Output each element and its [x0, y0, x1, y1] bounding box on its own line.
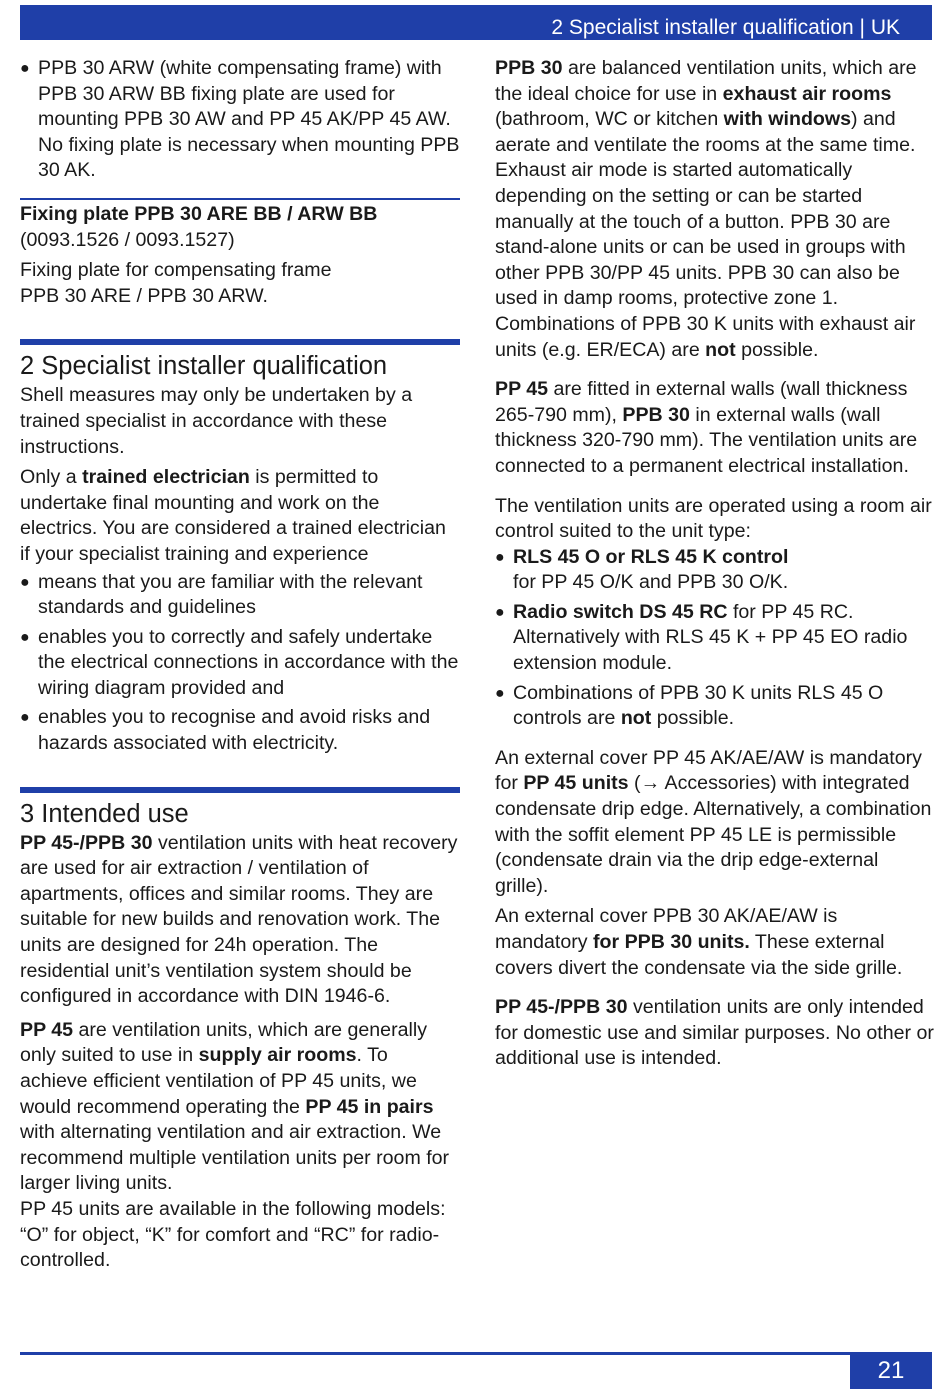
- footer-rule: [20, 1352, 850, 1355]
- right-column: [495, 56, 935, 1072]
- fixing-plate-desc-1: Fixing plate for compensating frame: [20, 259, 332, 282]
- page-number: 21: [850, 1352, 932, 1389]
- arrow-right-icon: →: [640, 772, 661, 795]
- intended-use-paragraph-1: PP 45-/PPB 30 ventilation units with heat recovery are used for air extraction / ventilation of apartments, offices and similar rooms. They are suitable for new builds and renovation work. The units are designed for 24h operation. The residential unit’s ventilation system should be configured in accordance with DIN 1946-6.: [20, 831, 458, 1008]
- control-intro: The ventilation units are operated using a room air control suited to the unit type:: [495, 494, 932, 543]
- external-cover-pp45: An external cover PP 45 AK/AE/AW is mandatory for PP 45 units (→ Accessories) with integrated condensate drip edge. Alternatively, a combination with the soffit element PP 45 LE is permissible (condensate drain via the drip edge-external grille).: [495, 746, 932, 897]
- external-cover-ppb30: An external cover PPB 30 AK/AE/AW is mandatory for PPB 30 units. These external covers divert the condensate via the side grille.: [495, 905, 903, 979]
- fixing-plate-desc-2: PPB 30 ARE / PPB 30 ARW.: [20, 284, 268, 307]
- control-bullet: ● Combinations of PPB 30 K units RLS 45 O controls are not possible.: [495, 681, 935, 732]
- intro-bullet: ● PPB 30 ARW (white compensating frame) with PPB 30 ARW BB fixing plate are used for mounting PPB 30 AW and PP 45 AK/PP 45 AW. No fixing plate is necessary when mounting PPB 30 AK.: [20, 56, 460, 184]
- ppb30-description: PPB 30 are balanced ventilation units, which are the ideal choice for use in exhaust air rooms (bathroom, WC or kitchen with windows) and aerate and ventilate the rooms at the same time. Exhaust air mode is started automatically depending on the setting or can be started manually at the touch of a button. PPB 30 are stand-alone units or can be used in groups with other PPB 30/PP 45 units. PPB 30 can also be used in damp rooms, protective zone 1. Combinations of PPB 30 K units with exhaust air units (e.g. ER/ECA) are not possible.: [495, 57, 917, 361]
- qualification-paragraph-2: Only a trained electrician is permitted to undertake final mounting and work on the electrics. You are considered a trained electrician if your specialist training and experience: [20, 466, 446, 565]
- section-heading-qualification: 2 Specialist installer qualification: [20, 352, 388, 381]
- fixing-plate-title: Fixing plate PPB 30 ARE BB / ARW BB: [20, 202, 378, 225]
- qualification-bullet: ● enables you to correctly and safely undertake the electrical connections in accordance with the wiring diagram provided and: [20, 625, 460, 702]
- domestic-use-paragraph: PP 45-/PPB 30 ventilation units are only intended for domestic use and similar purposes. No other or additional use is intended.: [495, 996, 934, 1070]
- fixing-plate-code: (0093.1526 / 0093.1527): [20, 228, 235, 251]
- intended-use-paragraph-3: PP 45 units are available in the following models: “O” for object, “K” for comfort and “RC” for radio-controlled.: [20, 1197, 446, 1272]
- qualification-bullet: ● enables you to recognise and avoid risks and hazards associated with electricity.: [20, 705, 460, 756]
- qualification-paragraph-1: Shell measures may only be undertaken by a trained specialist in accordance with these instructions.: [20, 384, 413, 458]
- qualification-bullet: ● means that you are familiar with the relevant standards and guidelines: [20, 570, 460, 621]
- intended-use-paragraph-2: PP 45 are ventilation units, which are generally only suited to use in supply air rooms. To achieve efficient ventilation of PP 45 units, we would recommend operating the PP 45 in pairs with alternating ventilation and air extraction. We recommend multiple ventilation units per room for larger living units.: [20, 1018, 450, 1195]
- header-bar: [20, 5, 932, 40]
- control-bullet: ● RLS 45 O or RLS 45 K control for PP 45 O/K and PPB 30 O/K.: [495, 545, 935, 596]
- divider: [20, 198, 460, 200]
- header-title: 2 Specialist installer qualification | UK: [551, 16, 900, 39]
- wall-thickness-paragraph: PP 45 are fitted in external walls (wall thickness 265-790 mm), PPB 30 in external walls (wall thickness 320-790 mm). The ventilation units are connected to a permanent electrical installation.: [495, 378, 918, 477]
- section-heading-intended-use: 3 Intended use: [20, 799, 189, 828]
- left-column: [20, 56, 460, 1274]
- control-bullet: ● Radio switch DS 45 RC for PP 45 RC. Alternatively with RLS 45 K + PP 45 EO radio extension module.: [495, 600, 935, 677]
